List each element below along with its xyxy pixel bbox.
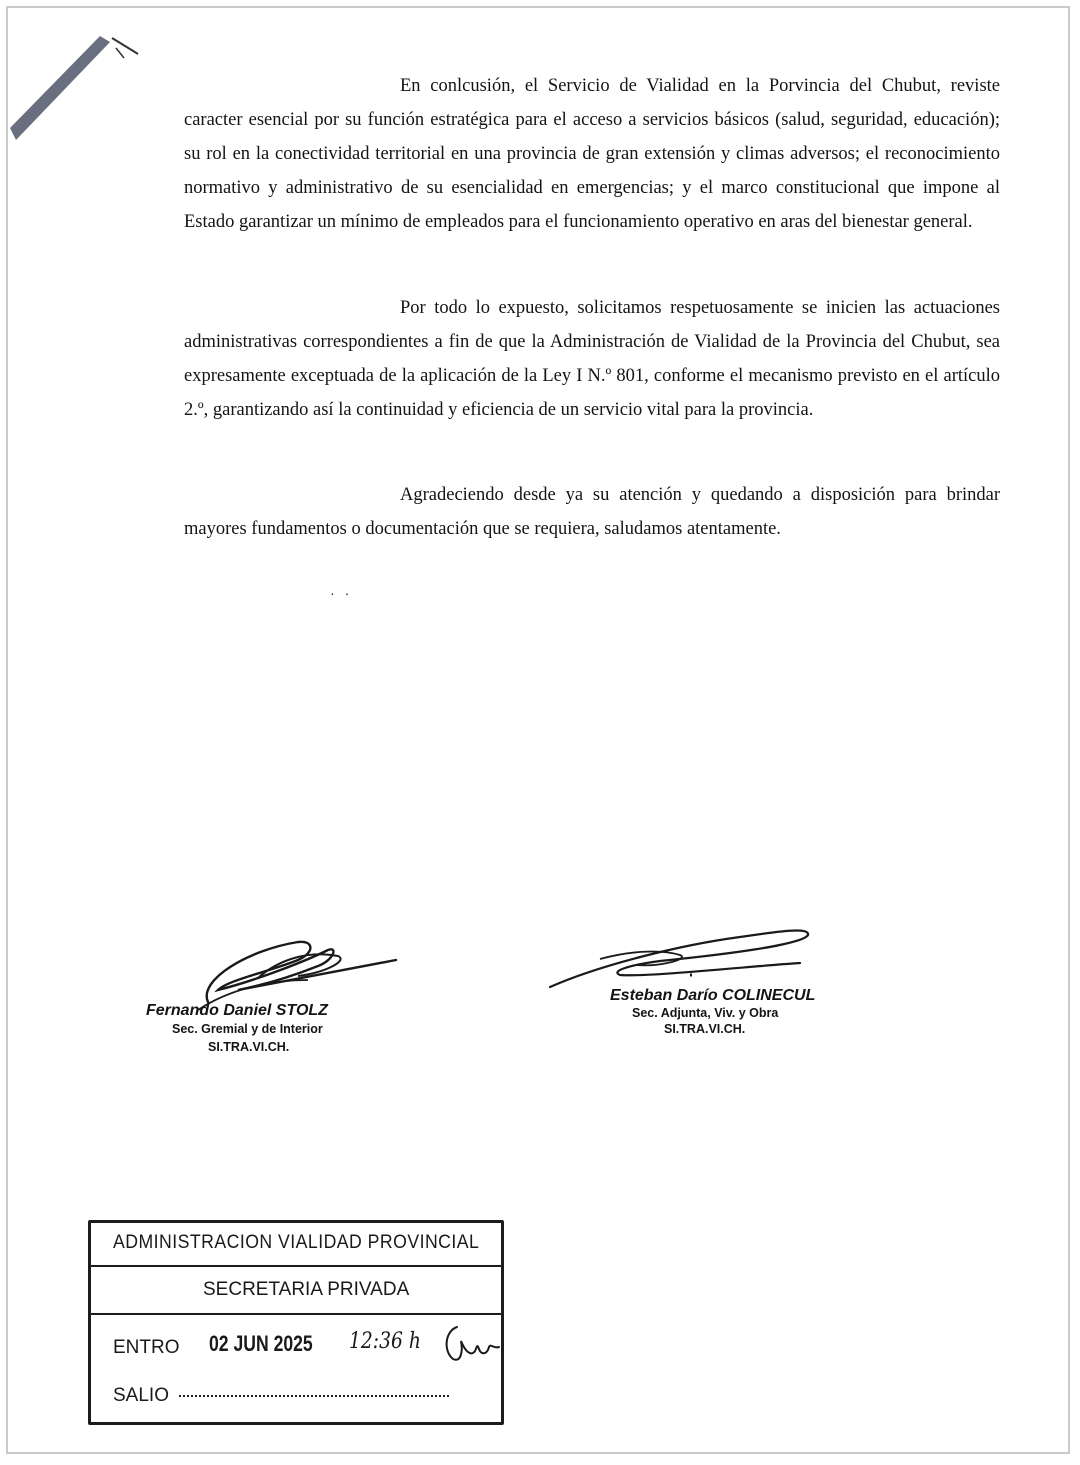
signer-org-right: SI.TRA.VI.CH. — [664, 1022, 746, 1036]
stamp-exit-row — [91, 1373, 501, 1425]
signature-block-left — [138, 920, 398, 1070]
signer-role-left: Sec. Gremial y de Interior — [172, 1022, 323, 1036]
paragraph-conclusion: En conlcusión, el Servicio de Vialidad en la Porvincia del Chubut, reviste caracter esencial por su función estratégica para el acceso a servicios básicos (salud, seguridad, educación); su rol en la conectividad territorial en una provincia de gran extensión y climas adversos; el reconocimiento normativo y administrativo de su esencialidad en emergencias; y el marco constitucional que impone al Estado garantizar un mínimo de empleados para el funcionamiento operativo en aras del bienestar general. — [184, 76, 1000, 232]
stamp-subtitle-row — [91, 1267, 501, 1315]
signer-name-left: Fernando Daniel STOLZ — [146, 1002, 328, 1019]
stamp-entry-date: 02 JUN 2025 — [209, 1331, 313, 1356]
handwritten-signature-right — [540, 915, 830, 995]
stray-marks: ·· — [330, 588, 360, 603]
handwritten-initial — [443, 1321, 503, 1365]
stamp-title: ADMINISTRACION VIALIDAD PROVINCIAL — [113, 1232, 480, 1253]
page-corner-fold-icon — [8, 8, 168, 168]
stamp-entry-time: 12:36 h — [349, 1329, 421, 1354]
stamp-subtitle: SECRETARIA PRIVADA — [203, 1279, 410, 1300]
paragraph-closing: Agradeciendo desde ya su atención y quedando a disposición para brindar mayores fundamentos o documentación que se requiera, saludamos atentamente. — [184, 485, 1000, 539]
stamp-exit-label: SALIO — [113, 1385, 169, 1406]
paragraph-request: Por todo lo expuesto, solicitamos respetuosamente se inicien las actuaciones administrativas correspondientes a fin de que la Administración de Vialidad de la Provincia del Chubut, sea expresamente exceptuada de la aplicación de la Ley I N.º 801, conforme el mecanismo previsto en el artículo 2.º, garantizando así la continuidad y eficiencia de un servicio vital para la provincia. — [184, 298, 1000, 420]
stamp-entry-row — [91, 1315, 501, 1373]
signer-name-right: Esteban Darío COLINECUL — [610, 987, 816, 1004]
reception-stamp — [88, 1220, 504, 1425]
stamp-entry-label: ENTRO — [113, 1337, 180, 1358]
signer-role-right: Sec. Adjunta, Viv. y Obra — [632, 1006, 779, 1020]
stamp-exit-blank-line — [179, 1395, 449, 1397]
signature-block-right — [540, 915, 830, 1045]
signer-org-left: SI.TRA.VI.CH. — [208, 1040, 290, 1054]
stamp-title-row — [91, 1223, 501, 1267]
